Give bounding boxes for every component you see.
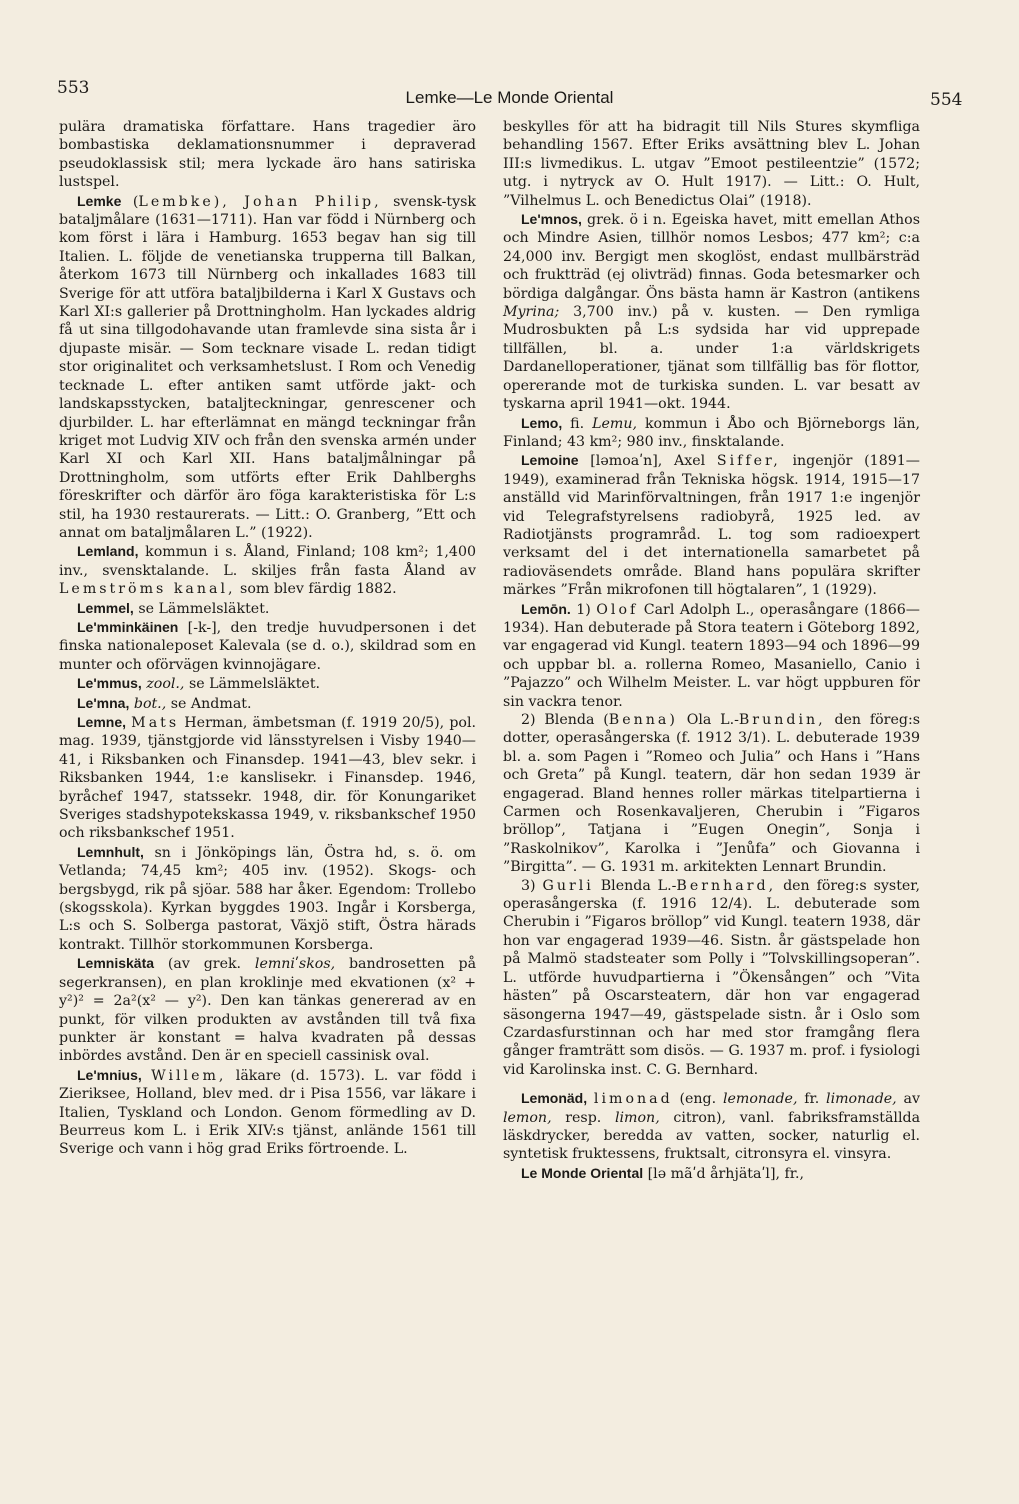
headword: Lemmel, [77,599,134,616]
headword: Leʹmnius, [77,1066,142,1083]
headword: Lemo, [521,414,563,431]
page-number-left: 553 [57,78,90,98]
page-number-right: 554 [930,90,963,110]
entry-lemo: Lemo, fi. Lemu, kommun i Åbo och Björneborgs län, Finland; 43 km²; 980 inv., finsktalande. [503,414,921,450]
entry-lemnos: Leʹmnos, grek. ö i n. Egeiska havet, mitt emellan Athos och Mindre Asien, tillhör nomos Lesbos; 477 km²; c:a 24,000 inv. Bergigt men skoglöst, endast mullbärsträd och fruktträd (ej olivträd) finnas. Goda betesmarker och bördiga dalgångar. Öns bästa hamn är Kastron (antikens Myrina; 3,700 inv.) på v. kusten. — Den rymliga Mudrosbukten på L:s sydsida har vid upprepade tillfällen, bl. a. under 1:a världskrigets Dardanelloperationer, tjänat som tillfällig bas för flottor, opererande mot de turkiska sunden. L. var besatt av tyskarna april 1941—okt. 1944. [503,211,920,413]
headword: Lemōn. [521,600,571,617]
headword: Lemonäd, [521,1090,588,1107]
entry-lemminkainen: Leʹmminkäinen [-k-], den tredje huvudpersonen i det finska nationaleposet Kalevala (se d. o.), skildrad som en munter och oförvägen kvinnojägare. [59,618,476,673]
entry-lemon-3: 3) Gurli Blenda L.-Bernhard, den föreg:s syster, operasångerska (f. 1916 12/4). L. debuterade som Cherubin i ”Figaros bröllop” vid Kungl. teatern 1938, där hon var engagerad 1939—46. Sistn. år gästspelade hon på Malmö stadsteater som Polly i ”Tolvskillingsoperan”. L. utförde huvudpartierna i ”Ökensången” och ”Vita hästen” på Oscarsteatern, där hon var engagerad säsongerna 1947—49, gästspelade sistn. år i Oslo som Czardasfurstinnan och har med stor framgång flera gånger framträtt som disös. — G. 1937 m. prof. i fysiologi vid Karolinska inst. C. G. Bernhard. [503,877,921,1078]
headword: Lemland, [77,543,139,560]
headword: Lemniskäta [77,955,155,972]
entry-lemnius: Leʹmnius, Willem, läkare (d. 1573). L. var född i Zieriksee, Holland, blev med. dr i Pisa 1556, var läkare i Italien, Tyskland och London. Genom förmedling av D. Beurreus kom L. i Erik XIV:s tjänst, anlände 1561 till Sverige och vann i hög grad Eriks förtroende. L. [59,1066,477,1158]
entry-lemmus: Leʹmmus, zool., se Lämmelsläktet. [77,675,321,693]
entry-le-monde-oriental: Le Monde Oriental [lə mãʹd århjätaʹl], fr., [521,1164,804,1182]
page-header [0,78,1019,112]
entry-lemke: Lemke (Lembke), Johan Philip, svensk-tysk bataljmålare (1631—1711). Han var född i Nürnberg och kom först i lära i Hamburg. 1653 begav han sig till Italien. L. följde de venetianska trupperna till Balkan, återkom 1673 till Nürnberg och inkallades 1683 till Sverige för att utföra bataljbilderna i Karl X Gustavs och Karl XI:s gallerier på Drottningholm. Han lyckades aldrig få ut sina tillgodohavande utan framlevde sina sista år i djupaste misär. — Som tecknare visade L. redan tidigt stor originalitet och verksamhetslust. I Rom och Venedig tecknade L. efter antiken samt utförde jakt- och landskapsstycken, bataljteckningar, genrescener och djurbilder. L. har efterlämnat en mängd teckningar från kriget mot Ludvig XIV och från den svenska armén under Karl XI och Karl XII. Hans bataljmålningar på Drottningholm, som utförts efter Erik Dahlberghs föreskrifter och därför äro föga karakteristiska för L:s stil, ha 1930 restaurerats. — Litt.: O. Granberg, ”Ett och annat om bataljmålaren L.” (1922). [59,192,476,541]
entry-lemniskata: Lemniskäta (av grek. lemniʹskos, bandrosetten på segerkransen), en plan kroklinje med ekvationen (x² + y²)² = 2a²(x² — y²). Den kan tänkas genererad av en punkt, för vilken produkten av avstånden till två fixa punkter är konstant = halva kvadraten på dessas inbördes avstånd. Den är en speciell cassinisk oval. [59,955,477,1065]
headword: Lemke [77,192,122,209]
running-title: Lemke—Le Monde Oriental [405,88,614,107]
entry-lemnhult: Lemnhult, sn i Jönköpings län, Östra hd, s. ö. om Vetlanda; 74,45 km²; 405 inv. (1952). Skogs- och bergsbygd, rik på sjöar. 588 har åker. Egendom: Trollebo (skogsskola). Kyrkan byggdes 1903. Ingår i Korsberga, L:s och S. Solberga pastorat, Växjö stift, Östra härads kontrakt. Tillhör storkommunen Korsberga. [59,843,476,953]
headword: Lemne, [77,714,127,730]
right-column [503,118,920,1183]
left-column [59,118,476,1159]
headword: Leʹmmus, [77,675,142,692]
headword: Lemoine [521,452,579,469]
entry-lemon: Lemōn. 1) Olof Carl Adolph L., operasångare (1866—1934). Han debuterade på Stora teatern i Göteborg 1892, var engagerad vid Kungl. teatern 1893—94 och 1896—99 och uppbar bl. a. rollerna Romeo, Masaniello, Canio i ”Pajazzo” och Wilhelm Meister. L. var högt uppburen för sin vackra tenor. [503,600,920,710]
entry-lemland: Lemland, kommun i s. Åland, Finland; 108 km²; 1,400 inv., svensktalande. L. skiljes från fasta Åland av Lemströms kanal, som blev färdig 1882. [59,543,476,598]
continued-text: pulära dramatiska författare. Hans tragedier äro bombastiska deklamationsnummer i depraverad pseudoklassisk stil; mera lyckade äro hans satiriska lustspel. [59,119,476,191]
continued-text: beskylles för att ha bidragit till Nils Stures skymfliga behandling 1567. Efter Eriks avsättning blev L. Johan III:s livmedikus. L. utgav ”Emoot pestileentzie” (1572; utg. i nytryck av O. Hult 1917). — Litt.: O. Hult, ”Vilhelmus L. och Benedictus Olai” (1918). [503,119,920,209]
entry-lemon-2: 2) Blenda (Benna) Ola L.-Brundin, den föreg:s dotter, operasångerska (f. 1912 3/1). L. debuterade 1939 bl. a. som Pagen i ”Romeo och Julia” och Hans i ”Hans och Greta” på Kungl. teatern, där hon sedan 1939 är engagerad. Bland hennes roller märkas titelpartierna i Carmen och Rosenkavaljeren, Cherubin i ”Figaros bröllop”, Tatjana i ”Eugen Onegin”, Sonja i ”Raskolnikov”, Karolka i ”Jenůfa” och Giovanna i ”Birgitta”. — G. 1931 m. arkitekten Lennart Brundin. [503,712,920,876]
entry-lemonad: Lemonäd, limonad (eng. lemonade, fr. limonade, av lemon, resp. limon, citron), vanl. fabriksframställda läskdrycker, beredda av vatten, socker, naturlig el. syntetisk fruktessens, fruktsalt, citronsyra el. vinsyra. [503,1090,921,1163]
headword: Le Monde Oriental [521,1164,644,1181]
entry-lemne: Lemne, Mats Herman, ämbetsman (f. 1919 20/5), pol. mag. 1939, tjänstgjorde vid länsstyrelsen i Visby 1940—41, i Riksbanken och Finansdep. 1941—43, blev sekr. i Riksbanken 1944, 1:e kanslisekr. i Finansdep. 1946, byråchef 1947, statssekr. 1948, dir. för Konungariket Sveriges stadshypotekskassa 1949, v. riksbankschef 1950 och riksbankschef 1951. [59,714,477,842]
headword: Leʹmnos, [521,211,582,228]
headword: Lemnhult, [77,843,144,860]
entry-lemmel: Lemmel, se Lämmelsläktet. [77,599,270,617]
entry-lemna: Leʹmna, bot., se Andmat. [77,694,252,712]
entry-lemoine: Lemoine [ləmoaʹn], Axel Siffer, ingenjör (1891—1949), examinerad från Tekniska högsk. 1914, 1915—17 anställd vid Marinförvaltningen, från 1917 1:e ingenjör vid Telegrafstyrelsens radiobyrå, 1925 led. av Radiotjänsts programråd. L. tog som radioexpert verksamt del i det internationella samarbetet på radioväsendets område. Bland hans populära skrifter märkes ”Från mikrofonen till högtalaren”, 1 (1929). [503,452,920,599]
headword: Leʹmna, [77,694,130,711]
headword: Leʹmminkäinen [77,618,179,635]
